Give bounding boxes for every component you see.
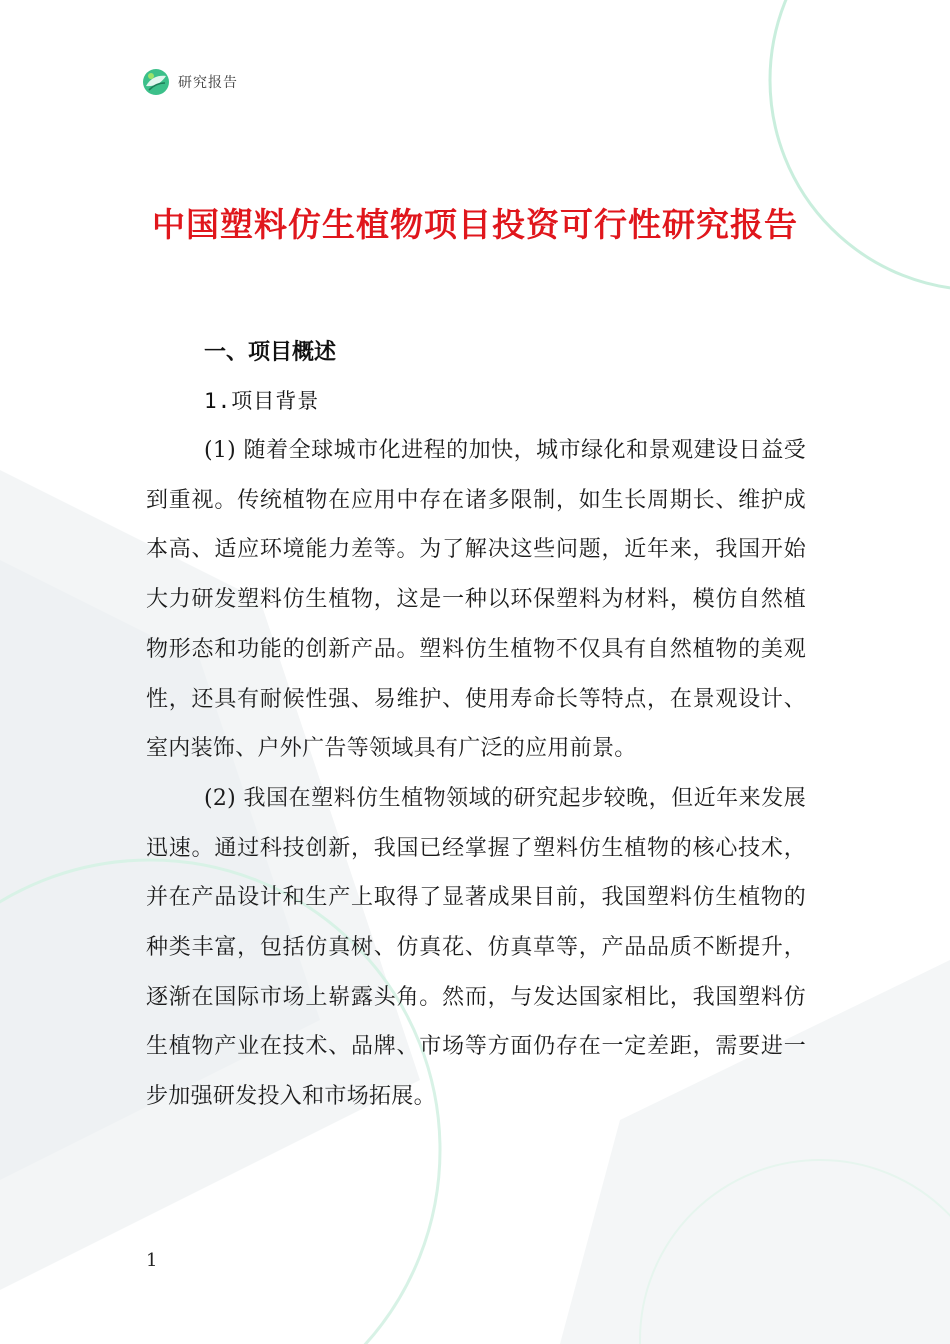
page-number: 1 <box>146 1250 158 1271</box>
document-header <box>142 68 238 96</box>
document-body <box>146 330 806 1122</box>
header-label: 研究报告 <box>178 75 238 91</box>
paragraph-1: (1) 随着全球城市化进程的加快，城市绿化和景观建设日益受到重视。传统植物在应用中存在诸多限制，如生长周期长、维护成本高、适应环境能力差等。为了解决这些问题，近年来，我国开始大力研发塑料仿生植物，这是一种以环保塑料为材料，模仿自然植物形态和功能的创新产品。塑料仿生植物不仅具有自然植物的美观性，还具有耐候性强、易维护、使用寿命长等特点，在景观设计、室内装饰、户外广告等领域具有广泛的应用前景。 <box>146 438 806 762</box>
section-heading: 一、项目概述 <box>204 340 337 365</box>
subsection-heading: 1.项目背景 <box>204 389 320 413</box>
paragraph-2: (2) 我国在塑料仿生植物领域的研究起步较晚，但近年来发展迅速。通过科技创新，我国已经掌握了塑料仿生植物的核心技术，并在产品设计和生产上取得了显著成果目前，我国塑料仿生植物的种类丰富，包括仿真树、仿真花、仿真草等，产品品质不断提升，逐渐在国际市场上崭露头角。然而，与发达国家相比，我国塑料仿生植物产业在技术、品牌、市场等方面仍存在一定差距，需要进一步加强研发投入和市场拓展。 <box>146 785 806 1110</box>
document-title: 中国塑料仿生植物项目投资可行性研究报告 <box>152 205 798 245</box>
leaf-globe-logo-icon <box>142 68 170 96</box>
